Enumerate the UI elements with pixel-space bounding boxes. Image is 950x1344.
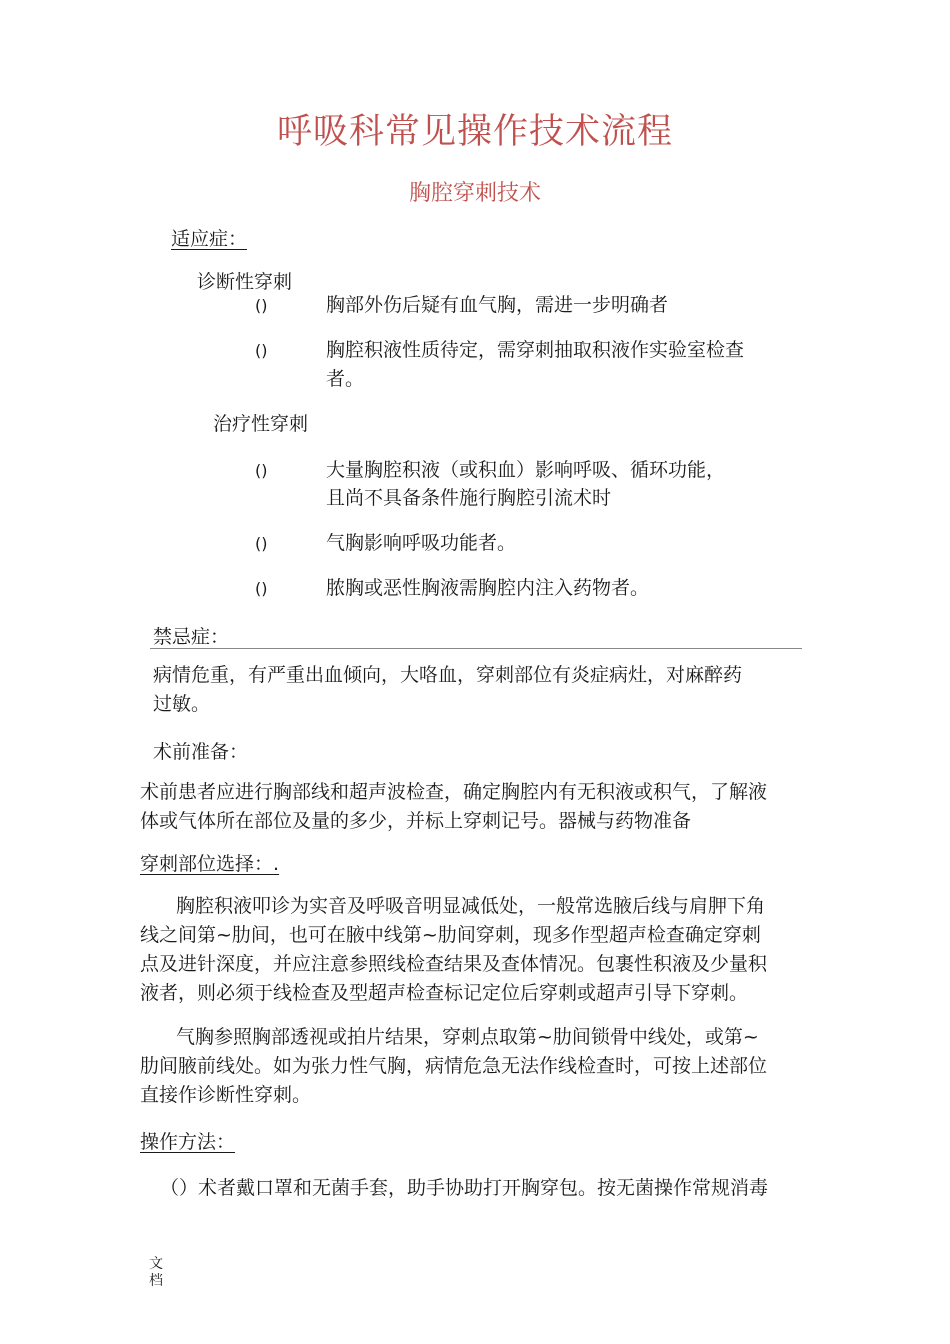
list-item: 脓胸或恶性胸液需胸腔内注入药物者。 xyxy=(326,577,650,599)
list-marker: () xyxy=(255,461,268,480)
therapeutic-heading: 治疗性穿刺 xyxy=(213,413,309,435)
list-item-continued: 者。 xyxy=(326,368,365,390)
site-paragraph-2: 直接作诊断性穿刺。 xyxy=(140,1084,312,1106)
contraindications-text: 过敏。 xyxy=(153,693,211,715)
site-paragraph-1: 液者，则必须于线检查及型超声检查标记定位后穿刺或超声引导下穿刺。 xyxy=(140,982,749,1004)
site-paragraph-1: 胸腔积液叩诊为实音及呼吸音明显减低处，一般常选腋后线与肩胛下角 xyxy=(176,895,766,917)
site-paragraph-2: 肋间腋前线处。如为张力性气胸，病情危急无法作线检查时，可按上述部位 xyxy=(140,1055,768,1077)
document-title: 呼吸科常见操作技术流程 xyxy=(276,112,673,152)
list-item: 气胸影响呼吸功能者。 xyxy=(326,532,517,554)
list-item: 胸腔积液性质待定，需穿刺抽取积液作实验室检查 xyxy=(326,339,745,361)
list-marker: () xyxy=(255,534,268,553)
document-subtitle: 胸腔穿刺技术 xyxy=(408,181,541,206)
preop-text: 体或气体所在部位及量的多少，并标上穿刺记号。器械与药物准备 xyxy=(140,810,692,832)
list-marker: () xyxy=(255,341,268,360)
list-marker: () xyxy=(255,296,268,315)
footer-label: 文档 xyxy=(149,1256,163,1289)
list-item: 胸部外伤后疑有血气胸，需进一步明确者 xyxy=(326,294,669,316)
method-heading: 操作方法： xyxy=(140,1131,236,1153)
contraindications-text: 病情危重，有严重出血倾向，大咯血，穿刺部位有炎症病灶，对麻醉药 xyxy=(153,664,743,686)
contraindications-heading: 禁忌症： xyxy=(153,626,230,648)
list-item: 大量胸腔积液（或积血）影响呼吸、循环功能， xyxy=(326,459,726,481)
site-heading: 穿刺部位选择：. xyxy=(140,853,280,875)
diagnostic-heading: 诊断性穿刺 xyxy=(197,271,293,293)
site-paragraph-1: 点及进针深度，并应注意参照线检查结果及查体情况。包裹性积液及少量积 xyxy=(140,953,768,975)
site-paragraph-1: 线之间第~肋间，也可在腋中线第~肋间穿刺，现多作型超声检查确定穿刺 xyxy=(140,924,761,946)
method-item-1: （）术者戴口罩和无菌手套，助手协助打开胸穿包。按无菌操作常规消毒 xyxy=(160,1177,769,1199)
indications-heading: 适应症： xyxy=(171,228,248,250)
preop-text: 术前患者应进行胸部线和超声波检查，确定胸腔内有无积液或积气，了解液 xyxy=(140,781,768,803)
list-item-continued: 且尚不具备条件施行胸腔引流术时 xyxy=(326,487,612,509)
preop-heading: 术前准备： xyxy=(153,741,249,763)
site-paragraph-2: 气胸参照胸部透视或拍片结果，穿刺点取第~肋间锁骨中线处，或第~ xyxy=(176,1026,759,1048)
list-marker: () xyxy=(255,579,268,598)
section-divider xyxy=(150,648,802,649)
